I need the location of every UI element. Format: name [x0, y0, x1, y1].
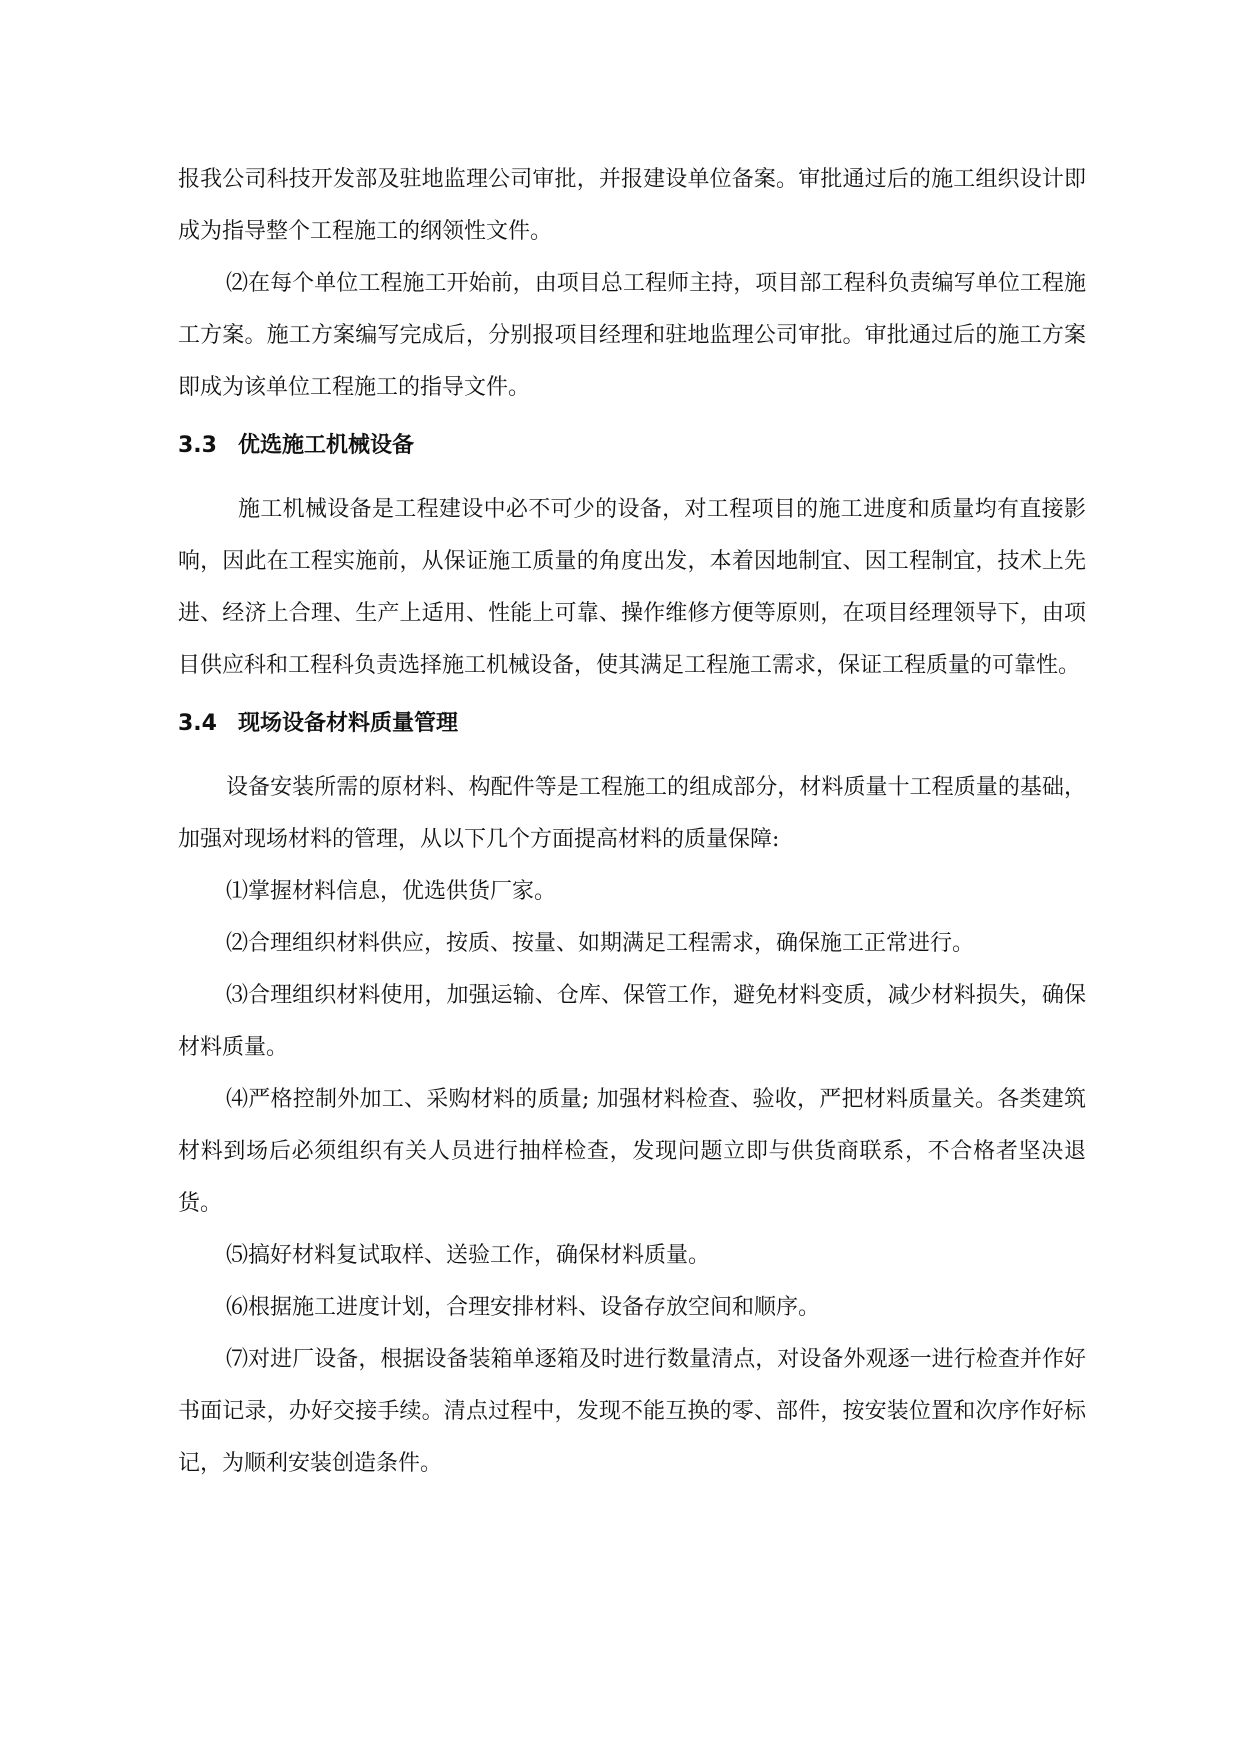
list-item: ⑺对进厂设备，根据设备装箱单逐箱及时进行数量清点，对设备外观逐一进行检查并作好书面记录，办好交接手续。清点过程中，发现不能互换的零、部件，按安装位置和次序作好标记，为顺利安装创造条件。: [178, 1347, 1086, 1476]
list-item: ⑵合理组织材料供应，按质、按量、如期满足工程需求，确保施工正常进行。: [226, 931, 975, 956]
paragraph-continuation: 报我公司科技开发部及驻地监理公司审批，并报建设单位备案。审批通过后的施工组织设计即成为指导整个工程施工的纲领性文件。: [178, 167, 1086, 244]
list-item: ⑷严格控制外加工、采购材料的质量; 加强材料检查、验收，严把材料质量关。各类建筑材料到场后必须组织有关人员进行抽样检查，发现问题立即与供货商联系，不合格者坚决退货。: [178, 1087, 1086, 1216]
section-3-3-body: 施工机械设备是工程建设中必不可少的设备，对工程项目的施工进度和质量均有直接影响，因此在工程实施前，从保证施工质量的角度出发，本着因地制宜、因工程制宜，技术上先进、经济上合理、生产上适用、性能上可靠、操作维修方便等原则，在项目经理领导下，由项目供应科和工程科负责选择施工机械设备，使其满足工程施工需求，保证工程质量的可靠性。: [178, 497, 1086, 678]
paragraph-item-2: ⑵在每个单位工程施工开始前，由项目总工程师主持，项目部工程科负责编写单位工程施工方案。施工方案编写完成后，分别报项目经理和驻地监理公司审批。审批通过后的施工方案即成为该单位工程施工的指导文件。: [178, 271, 1086, 400]
document-body: [178, 154, 1086, 1490]
list-item: ⑹根据施工进度计划，合理安排材料、设备存放空间和顺序。: [226, 1295, 821, 1320]
list-item: ⑴掌握材料信息，优选供货厂家。: [226, 879, 557, 904]
section-title: 优选施工机械设备: [238, 433, 415, 458]
section-heading-3-4: [178, 698, 1086, 750]
spacer: [178, 750, 1086, 762]
section-title: 现场设备材料质量管理: [238, 711, 459, 736]
list-item: ⑶合理组织材料使用，加强运输、仓库、保管工作，避免材料变质，减少材料损失，确保材料质量。: [178, 983, 1086, 1060]
section-number: 3.3: [178, 433, 217, 458]
spacer: [178, 472, 1086, 484]
list-item: ⑸搞好材料复试取样、送验工作，确保材料质量。: [226, 1243, 711, 1268]
section-number: 3.4: [178, 711, 217, 736]
section-3-4-intro: 设备安装所需的原材料、构配件等是工程施工的组成部分，材料质量十工程质量的基础，加强对现场材料的管理，从以下几个方面提高材料的质量保障:: [178, 775, 1086, 852]
section-heading-3-3: [178, 420, 1086, 472]
